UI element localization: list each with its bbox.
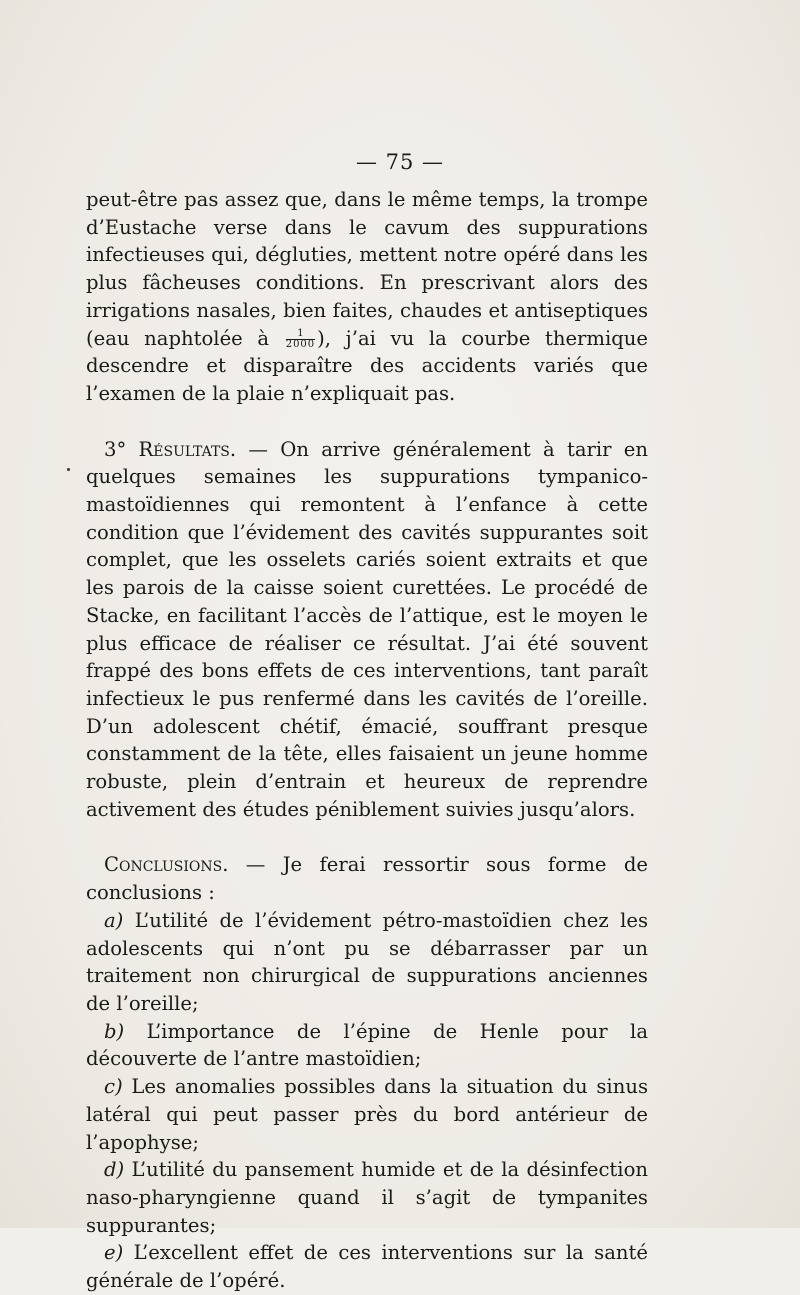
paragraph-results — [86, 436, 648, 824]
conclusions-heading: Conclusions. — [104, 853, 229, 877]
conclusion-label: d) — [104, 1158, 125, 1182]
results-heading: Résultats. — [138, 437, 237, 461]
fraction — [286, 329, 315, 350]
conclusion-label: b) — [104, 1019, 125, 1043]
fraction-denominator: 2000 — [285, 338, 316, 350]
ink-speck — [67, 468, 70, 471]
paragraph-1 — [86, 186, 648, 408]
conclusion-item-c — [86, 1073, 648, 1156]
paragraph-1-text-b: ), j’ai vu la courbe thermique descendre et disparaître des accidents variés que l’examen de la plaie n’expliquait pas. — [86, 326, 649, 405]
conclusion-label: e) — [104, 1241, 124, 1265]
conclusion-text: L’excellent effet de ces interventions sur la santé générale de l’opéré. — [86, 1241, 648, 1293]
conclusion-text: Les anomalies possibles dans la situation du sinus latéral qui peut passer près du bord antérieur de l’apophyse; — [86, 1075, 648, 1154]
conclusion-text: L’utilité du pansement humide et de la désinfection naso-pharyngienne quand il s’agit de tympanites suppurantes; — [86, 1158, 648, 1237]
page-body — [86, 186, 648, 1295]
paragraph-1-text-a: peut-être pas assez que, dans le même temps, la trompe d’Eustache verse dans le cavum des suppurations infectieuses qui, dégluties, mettent notre opéré dans les plus fâcheuses conditions. En prescrivant alors des irrigations nasales, bien faites, chaudes et antiseptiques (eau naphtolée à — [86, 188, 648, 350]
conclusions-intro-text: — Je ferai ressortir sous forme de conclusions : — [86, 853, 648, 905]
results-number: 3° — [104, 437, 127, 461]
fraction-numerator: 1 — [286, 329, 315, 340]
conclusion-text: L’importance de l’épine de Henle pour la découverte de l’antre mastoïdien; — [86, 1019, 648, 1071]
page-number: — 75 — — [355, 150, 445, 174]
conclusion-label: a) — [104, 908, 124, 932]
conclusion-item-b — [86, 1018, 648, 1073]
conclusion-item-a — [86, 907, 648, 1018]
conclusion-item-d — [86, 1156, 648, 1239]
conclusion-item-e — [86, 1239, 648, 1294]
conclusions-intro — [86, 851, 648, 906]
conclusion-label: c) — [104, 1075, 123, 1099]
results-body: — On arrive généralement à tarir en quelques semaines les suppurations tympanico-mastoïdiennes qui remontent à l’enfance à cette condition que l’évidement des cavités suppurantes soit complet, que les osselets cariés soient extraits et que les parois de la caisse soient curettées. Le procédé de Stacke, en facilitant l’accès de l’attique, est le moyen le plus efficace de réaliser ce résultat. J’ai été souvent frappé des bons effets de ces interventions, tant paraît infectieux le pus renfermé dans les cavités de l’oreille. D’un adolescent chétif, émacié, souffrant presque constamment de la tête, elles faisaient un jeune homme robuste, plein d’entrain et heureux de reprendre activement des études péniblement suivies jusqu’alors. — [86, 437, 648, 821]
conclusion-text: L’utilité de l’évidement pétro-mastoïdien chez les adolescents qui n’ont pu se débarrasser par un traitement non chirurgical de suppurations anciennes de l’oreille; — [86, 908, 648, 1015]
